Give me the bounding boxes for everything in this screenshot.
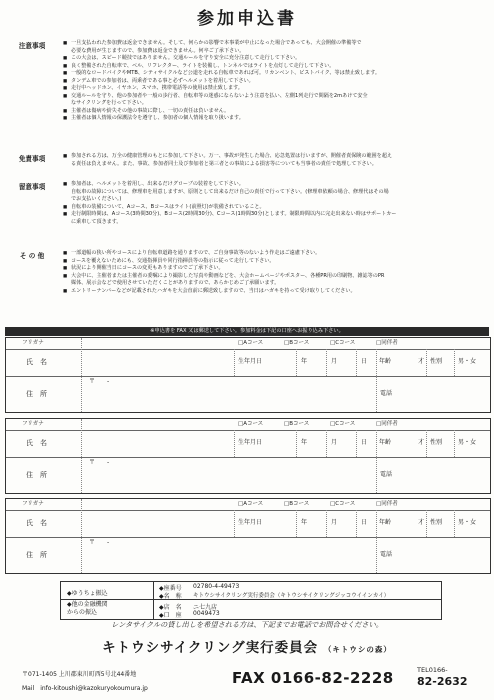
tel-prefix: TEL0166- [417, 666, 448, 674]
section-label: 注意事項 [18, 42, 46, 50]
rule-item: ■ 主催者は個人情報の保護法令を遵守し、参加者の個人情報を取り扱います。 [63, 115, 483, 123]
phone-label: 電話 [380, 551, 393, 558]
postal-code[interactable]: 〒 - [89, 459, 110, 466]
organizer-name: キトウシサイクリング実行委員会 [102, 640, 319, 656]
payee-label: ◆名 称 [159, 593, 182, 600]
cell-divider [296, 349, 297, 376]
age-label: 年齢 [379, 358, 392, 365]
name-field[interactable] [89, 513, 229, 535]
cell-divider [426, 430, 427, 457]
course-checkbox[interactable]: □同伴者 [376, 340, 398, 346]
cell-divider [454, 430, 455, 457]
rule-item: ■ タンデム車での参加者は、両乗者である事と必ずヘルメットを着用して下さい。 [63, 78, 483, 86]
rule-item: ■ 参加される方は、万全の健康管理のもとに参加して下さい。万一、事故が発生した場合、応急処置は行いますが、開催者責保険の範囲を超え る責任は負えません。また、事故、参加者同士及び参加者と第三者との事故による損害等についても当事者の責任で処理して下さい。 [63, 153, 483, 168]
cell-divider [376, 457, 377, 493]
payee-name: キトウシサイクリング実行委員会（キトウシサイクリングジッコウイインカイ） [193, 593, 390, 599]
fax-number: FAX 0166-82-2228 [232, 669, 394, 687]
cell-divider [234, 430, 235, 457]
address-label: 住 所 [26, 390, 47, 398]
rule-list [63, 153, 483, 168]
cell-divider [356, 349, 357, 376]
course-checkbox[interactable]: □Cコース [330, 421, 356, 427]
rule-item: ■ エントリーナンバーなどが記載されたハガキを大会直前に郵送致しますので、当日はハガキを持って受け取りしてください。 [63, 288, 483, 296]
rule-item: ■ 状況により開催当日にコースの変更もありますのでご了承下さい。 [63, 265, 483, 273]
cell-divider [234, 349, 235, 376]
cell-divider [426, 349, 427, 376]
page-title: 参加申込書 [197, 9, 297, 29]
day-label: 日 [361, 439, 368, 446]
section-label: そ の 他 [19, 252, 45, 260]
rule-list [63, 40, 483, 123]
branch-name: ニ七九店 [193, 604, 218, 611]
rule-item: ■ 大会中に、主催者または主催者の委嘱により撮影した写真や動画などを、大会ホームページやポスター、各種PR用の印刷物、雑誌等のPR 媒体、展示会などで使用させていただくことがありますので、あらかじめご了承願います。 [63, 273, 483, 288]
cell-divider [454, 510, 455, 537]
name-field[interactable] [89, 352, 229, 374]
age-label: 年齢 [379, 439, 392, 446]
rule-item: ■ 走行中ヘッドホン、イヤホン、スマホ、携帯電話等の使用は禁止致します。 [63, 85, 483, 93]
rule-list [63, 181, 483, 226]
yucho-account: 02780-4-49473 [193, 583, 240, 590]
cell-divider [234, 510, 235, 537]
dob-label: 生年月日 [238, 519, 263, 526]
tel-number: 82-2632 [417, 675, 468, 688]
cell-divider [426, 510, 427, 537]
application-form-1 [5, 337, 491, 413]
course-checkbox[interactable]: □Aコース [238, 501, 264, 507]
yucho-account-label: ◆座番号 [159, 585, 182, 592]
rule-item: ■ 自転車の装備について、Aコース、Bコースはライト(前照灯)が装備されていること。 [63, 204, 483, 212]
row-divider [6, 349, 490, 350]
day-label: 日 [361, 519, 368, 526]
gender-label: 性別 [430, 519, 443, 526]
row-divider [6, 510, 490, 511]
course-checkbox[interactable]: □同伴者 [376, 421, 398, 427]
column-divider [81, 419, 82, 493]
row-divider [6, 457, 490, 458]
age-unit: 才 [418, 358, 425, 365]
name-label: 氏 名 [26, 519, 47, 527]
cell-divider [326, 349, 327, 376]
rule-list [63, 250, 483, 295]
branch-label: ◆店 名 [159, 604, 182, 611]
yucho-label: ◆ゆうちょ振込 [67, 590, 108, 597]
course-checkbox[interactable]: □Bコース [284, 421, 310, 427]
cell-divider [454, 349, 455, 376]
course-checkbox[interactable]: □Bコース [284, 501, 310, 507]
age-unit: 才 [418, 439, 425, 446]
section-label: 免責事項 [18, 155, 46, 163]
rule-item: ■ この大会は、スピード競技ではありません。交通ルールを守り安全に充分注意して走行して下さい。 [63, 55, 483, 63]
mail-address: Mail info-kitoushi@kazokuryokoumura.jp [22, 685, 148, 692]
postal-code[interactable]: 〒 - [89, 378, 110, 385]
organizer-block [20, 636, 474, 656]
year-label: 年 [301, 519, 308, 526]
rule-item: ■ 一旦支払われた参加費は返金できません。そして、何らかの影響で本事業が中止になった場合であっても、大会開催の準備等で 必要な費用が生じますので、参加費は返金できません。何卒ご了承下さい。 [63, 40, 483, 55]
month-label: 月 [331, 519, 338, 526]
name-label: 氏 名 [26, 439, 47, 447]
row-divider [6, 430, 490, 431]
address-label: 住 所 [26, 551, 47, 559]
cell-divider [376, 537, 377, 573]
course-checkbox[interactable]: □Bコース [284, 340, 310, 346]
cell-divider [356, 430, 357, 457]
rule-item: ■ 交通ルールを守り、他の参加者や一般の歩行者、自転車等の迷惑にならないよう注意を払い、左側1列走行で間隔を2mあけて安全 なサイクリングを行って下さい。 [63, 93, 483, 108]
payment-box [60, 581, 442, 620]
year-label: 年 [301, 358, 308, 365]
row-divider [6, 537, 490, 538]
rule-item: ■ 主催者は傷病や紛失その他の事故に際し、一切の責任は負いません。 [63, 108, 483, 116]
cell-divider [296, 510, 297, 537]
postal-code[interactable]: 〒 - [89, 539, 110, 546]
rule-item: ■ コースを覆えないためにも、交通指揮員や同行指揮員等の指示に従って走行して下さい。 [63, 258, 483, 266]
name-field[interactable] [89, 433, 229, 455]
cell-divider [326, 510, 327, 537]
gender-label: 性別 [430, 358, 443, 365]
name-label: 氏 名 [26, 358, 47, 366]
bank-account-label: ◆口 座 [159, 612, 182, 619]
cell-divider [376, 376, 377, 412]
dob-label: 生年月日 [238, 439, 263, 446]
rule-item: ■ 一部道幅の狭い所やコースにより自転車道路を通りますので、ご自身事故等のないよう作走はご遠慮下さい。 [63, 250, 483, 258]
cell-divider [326, 430, 327, 457]
cell-divider [376, 430, 377, 457]
year-label: 年 [301, 439, 308, 446]
postal-address: 〒071-1405 上川郡東川町西5号北44番地 [22, 671, 137, 678]
age-unit: 才 [418, 519, 425, 526]
gender-options[interactable]: 男・女 [458, 439, 477, 446]
month-label: 月 [331, 439, 338, 446]
rental-notice: レンタサイクルの貸し出しを希望される方は、下記までお電話でお問合せください。 [111, 620, 383, 629]
cell-divider [356, 510, 357, 537]
month-label: 月 [331, 358, 338, 365]
furigana-label: フリガナ [22, 340, 44, 346]
section-label: 留意事項 [18, 183, 46, 191]
address-label: 住 所 [26, 471, 47, 479]
phone-label: 電話 [380, 471, 393, 478]
column-divider [81, 499, 82, 573]
application-form-2 [5, 418, 491, 494]
course-checkbox[interactable]: □Aコース [238, 340, 264, 346]
other-bank-label: ◆他の金融機関 からの振込 [67, 601, 108, 616]
gender-label: 性別 [430, 439, 443, 446]
course-checkbox[interactable]: □Aコース [238, 421, 264, 427]
day-label: 日 [361, 358, 368, 365]
row-divider [6, 376, 490, 377]
course-checkbox[interactable]: □Cコース [330, 501, 356, 507]
course-checkbox[interactable]: □Cコース [330, 340, 356, 346]
course-checkbox[interactable]: □同伴者 [376, 501, 398, 507]
organizer-sub: （キトウシの森） [323, 645, 392, 654]
age-label: 年齢 [379, 519, 392, 526]
bank-account: 0049473 [193, 610, 220, 617]
cell-divider [296, 430, 297, 457]
phone-label: 電話 [380, 390, 393, 397]
furigana-label: フリガナ [22, 421, 44, 427]
rule-item: ■ 走行制限時間は、Aコース(3時間30分)、Bコース(2時間30分)、Cコース(1時間30分)とします。制限時間以内に完走出来ない時はサポートカー に乗車して頂きます。 [63, 211, 483, 226]
rule-item: ■ 一般的なロードバイクやMTB、シティサイクルなど公道を走れる自転車であれば可。リカンベント、ピストバイク、等は禁止致します。 [63, 70, 483, 78]
furigana-label: フリガナ [22, 501, 44, 507]
application-form-3 [5, 498, 491, 574]
rule-item: ■ 参加者は、ヘルメットを着用し、出来るだけグローブの装着をして下さい。 自転車の故障については、修理車を用意しますが、原則として出来るだけ自己の責任で行って下さい。(修理車依頼の場合、修理代はその場 でお支払いください。) [63, 181, 483, 204]
gender-options[interactable]: 男・女 [458, 519, 477, 526]
gender-options[interactable]: 男・女 [458, 358, 477, 365]
rule-item: ■ 良く整備された自転車で、ベル、リフレクター、ライトを装備し、トンネルではライトを点灯して走行して下さい。 [63, 63, 483, 71]
cell-divider [376, 349, 377, 376]
dob-label: 生年月日 [238, 358, 263, 365]
column-divider [81, 338, 82, 412]
notice-bar: ※申込書を FAX 又は郵送して下さい。参加料金は下記の口座へお振り込み下さい。 [5, 327, 489, 336]
cell-divider [376, 510, 377, 537]
